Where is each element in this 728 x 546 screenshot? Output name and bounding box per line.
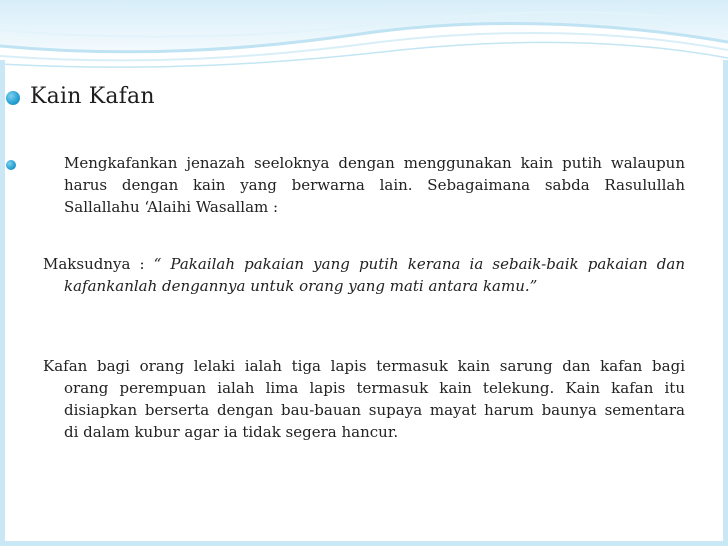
title-row <box>6 84 155 109</box>
slide-title: Kain Kafan <box>30 84 155 109</box>
frame-bottom-border <box>0 541 728 546</box>
maksud-label: Maksudnya : <box>43 255 154 273</box>
bullet-line: harus dengan kain yang berwarna lain. Sebagaimana sabda Rasulullah <box>64 176 685 194</box>
wave-decoration <box>0 0 728 74</box>
bullet-line: Sallallahu ‘Alaihi Wasallam : <box>64 198 279 216</box>
frame-left-border <box>0 60 5 546</box>
quote-text: “ Pakailah pakaian yang putih kerana ia sebaik-baik pakaian dan <box>153 255 685 273</box>
kafan-line: Kafan bagi orang lelaki ialah tiga lapis termasuk kain sarung dan kafan bagi <box>43 357 685 375</box>
kafan-line: orang perempuan ialah lima lapis termasuk kain telekung. Kain kafan itu <box>64 379 685 397</box>
bullet-icon <box>6 160 16 170</box>
kafan-line: di dalam kubur agar ia tidak segera hancur. <box>64 423 399 441</box>
bullet-paragraph <box>43 152 685 218</box>
kafan-paragraph <box>43 355 685 443</box>
header-wave-banner <box>0 0 728 74</box>
bullet-line: Mengkafankan jenazah seeloknya dengan menggunakan kain putih walaupun <box>64 154 685 172</box>
quote-text: kafankanlah dengannya untuk orang yang mati antara kamu.” <box>64 277 538 295</box>
frame-right-border <box>723 60 728 546</box>
maksud-line-1 <box>43 253 685 275</box>
kafan-line: disiapkan berserta dengan bau-bauan supaya mayat harum baunya sementara <box>64 401 685 419</box>
bullet-icon <box>6 91 20 105</box>
maksud-paragraph <box>43 253 685 297</box>
